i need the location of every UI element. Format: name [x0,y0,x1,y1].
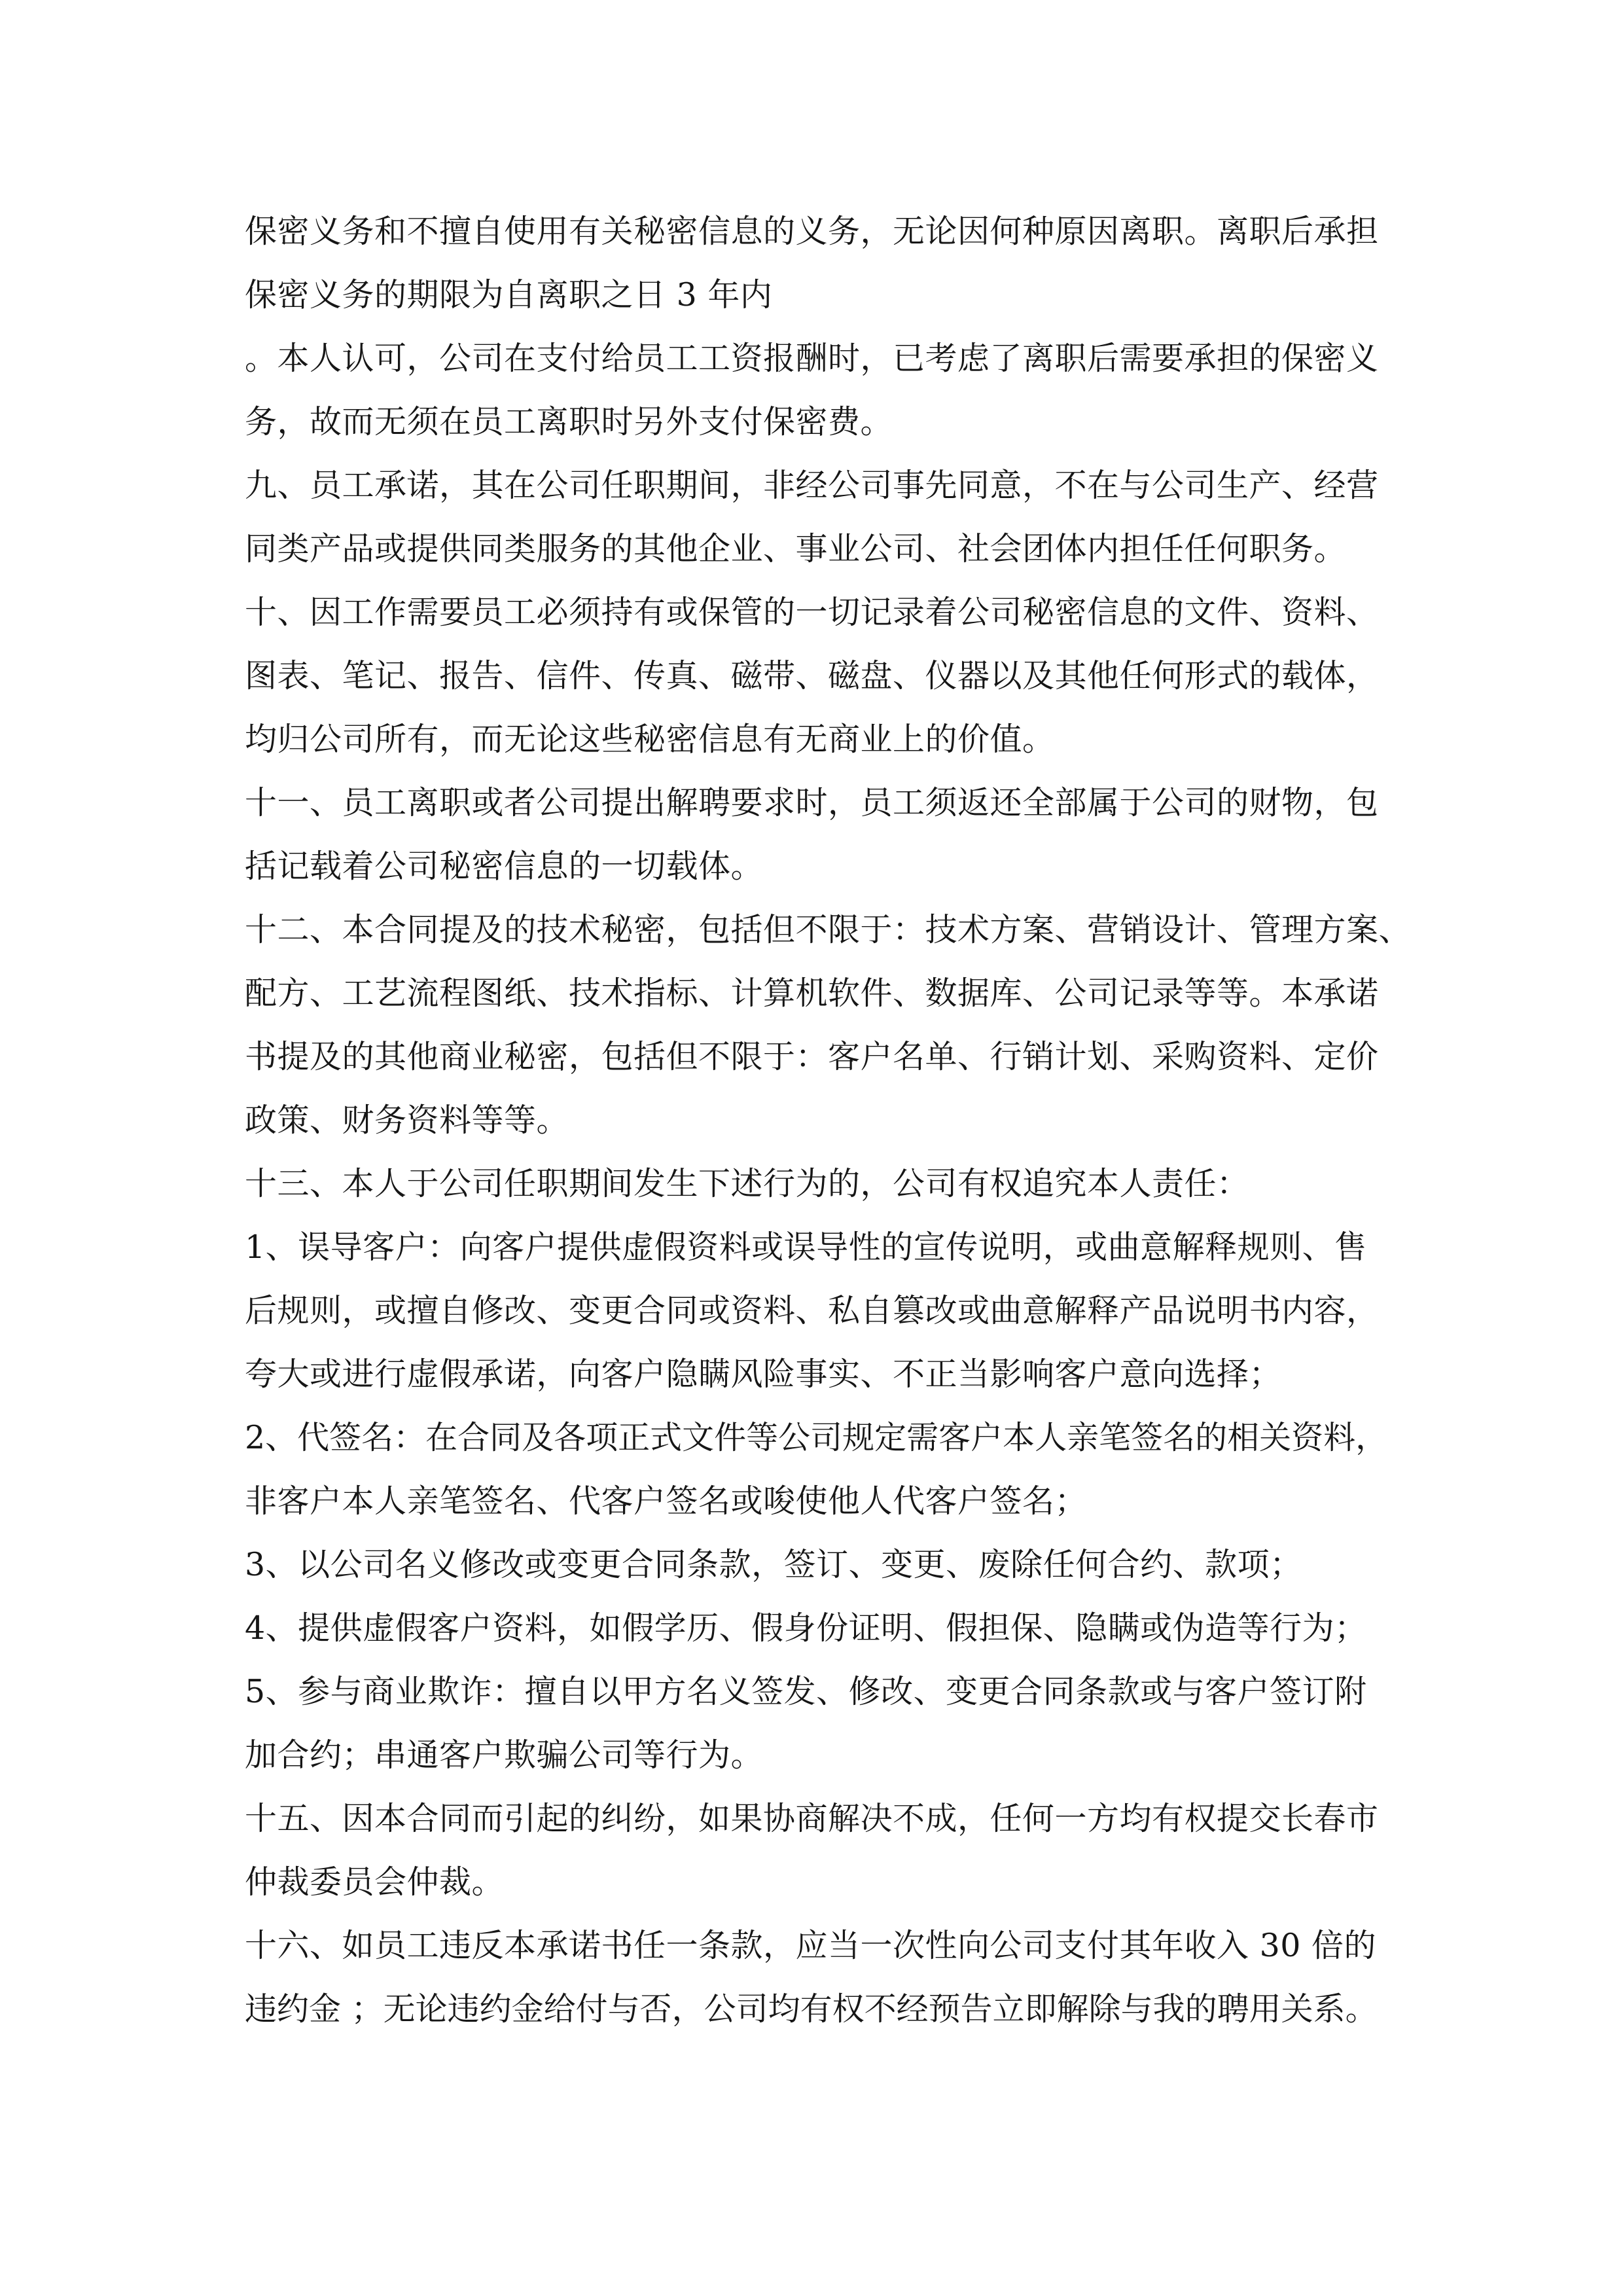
text-line: 5、参与商业欺诈：擅自以甲方名义签发、修改、变更合同条款或与客户签订附 [245,1673,1367,1710]
text-line: 九、员工承诺，其在公司任职期间，非经公司事先同意，不在与公司生产、经营 [245,467,1379,504]
text-line: 括记载着公司秘密信息的一切载体。 [245,848,764,885]
text-line: 十二、本合同提及的技术秘密，包括但不限于：技术方案、营销设计、管理方案、 [245,911,1412,948]
text-line: 2、代签名：在合同及各项正式文件等公司规定需客户本人亲笔签名的相关资料， [245,1419,1388,1456]
text-line: 配方、工艺流程图纸、技术指标、计算机软件、数据库、公司记录等等。本承诺 [245,975,1379,1012]
text-line: 十、因工作需要员工必须持有或保管的一切记录着公司秘密信息的文件、资料、 [245,594,1379,631]
text-line: 十六、如员工违反本承诺书任一条款，应当一次性向公司支付其年收入 30 倍的 [245,1927,1377,1964]
text-line: 3、以公司名义修改或变更合同条款，签订、变更、废除任何合约、款项； [245,1546,1302,1583]
text-line: 均归公司所有，而无论这些秘密信息有无商业上的价值。 [245,721,1055,758]
text-line: 夸大或进行虚假承诺，向客户隐瞒风险事实、不正当影响客户意向选择； [245,1355,1282,1393]
text-line: 仲裁委员会仲裁。 [245,1863,505,1901]
text-line: 同类产品或提供同类服务的其他企业、事业公司、社会团体内担任任何职务。 [245,530,1347,567]
text-line: 。本人认可，公司在支付给员工工资报酬时，已考虑了离职后需要承担的保密义 [245,340,1379,377]
text-line: 十三、本人于公司任职期间发生下述行为的，公司有权追究本人责任： [245,1165,1249,1202]
text-line: 政策、财务资料等等。 [245,1102,569,1139]
text-line: 4、提供虚假客户资料，如假学历、假身份证明、假担保、隐瞒或伪造等行为； [245,1609,1367,1647]
text-line: 图表、笔记、报告、信件、传真、磁带、磁盘、仪器以及其他任何形式的载体， [245,657,1379,694]
text-line: 非客户本人亲笔签名、代客户签名或唆使他人代客户签名； [245,1482,1088,1520]
text-line: 1、误导客户：向客户提供虚假资料或误导性的宣传说明，或曲意解释规则、售 [245,1229,1367,1266]
text-line: 保密义务的期限为自离职之日 3 年内 [245,276,773,314]
text-line: 务，故而无须在员工离职时另外支付保密费。 [245,403,893,440]
text-line: 十一、员工离职或者公司提出解聘要求时，员工须返还全部属于公司的财物，包 [245,784,1379,821]
text-line: 保密义务和不擅自使用有关秘密信息的义务，无论因何种原因离职。离职后承担 [245,213,1379,250]
text-line: 后规则，或擅自修改、变更合同或资料、私自篡改或曲意解释产品说明书内容， [245,1292,1379,1329]
text-line: 书提及的其他商业秘密，包括但不限于：客户名单、行销计划、采购资料、定价 [245,1038,1379,1075]
document-body [245,200,1412,2041]
text-line: 违约金 ；无论违约金给付与否，公司均有权不经预告立即解除与我的聘用关系。 [245,1990,1378,2028]
text-line: 加合约；串通客户欺骗公司等行为。 [245,1736,764,1774]
text-line: 十五、因本合同而引起的纠纷，如果协商解决不成，任何一方均有权提交长春市 [245,1800,1379,1837]
